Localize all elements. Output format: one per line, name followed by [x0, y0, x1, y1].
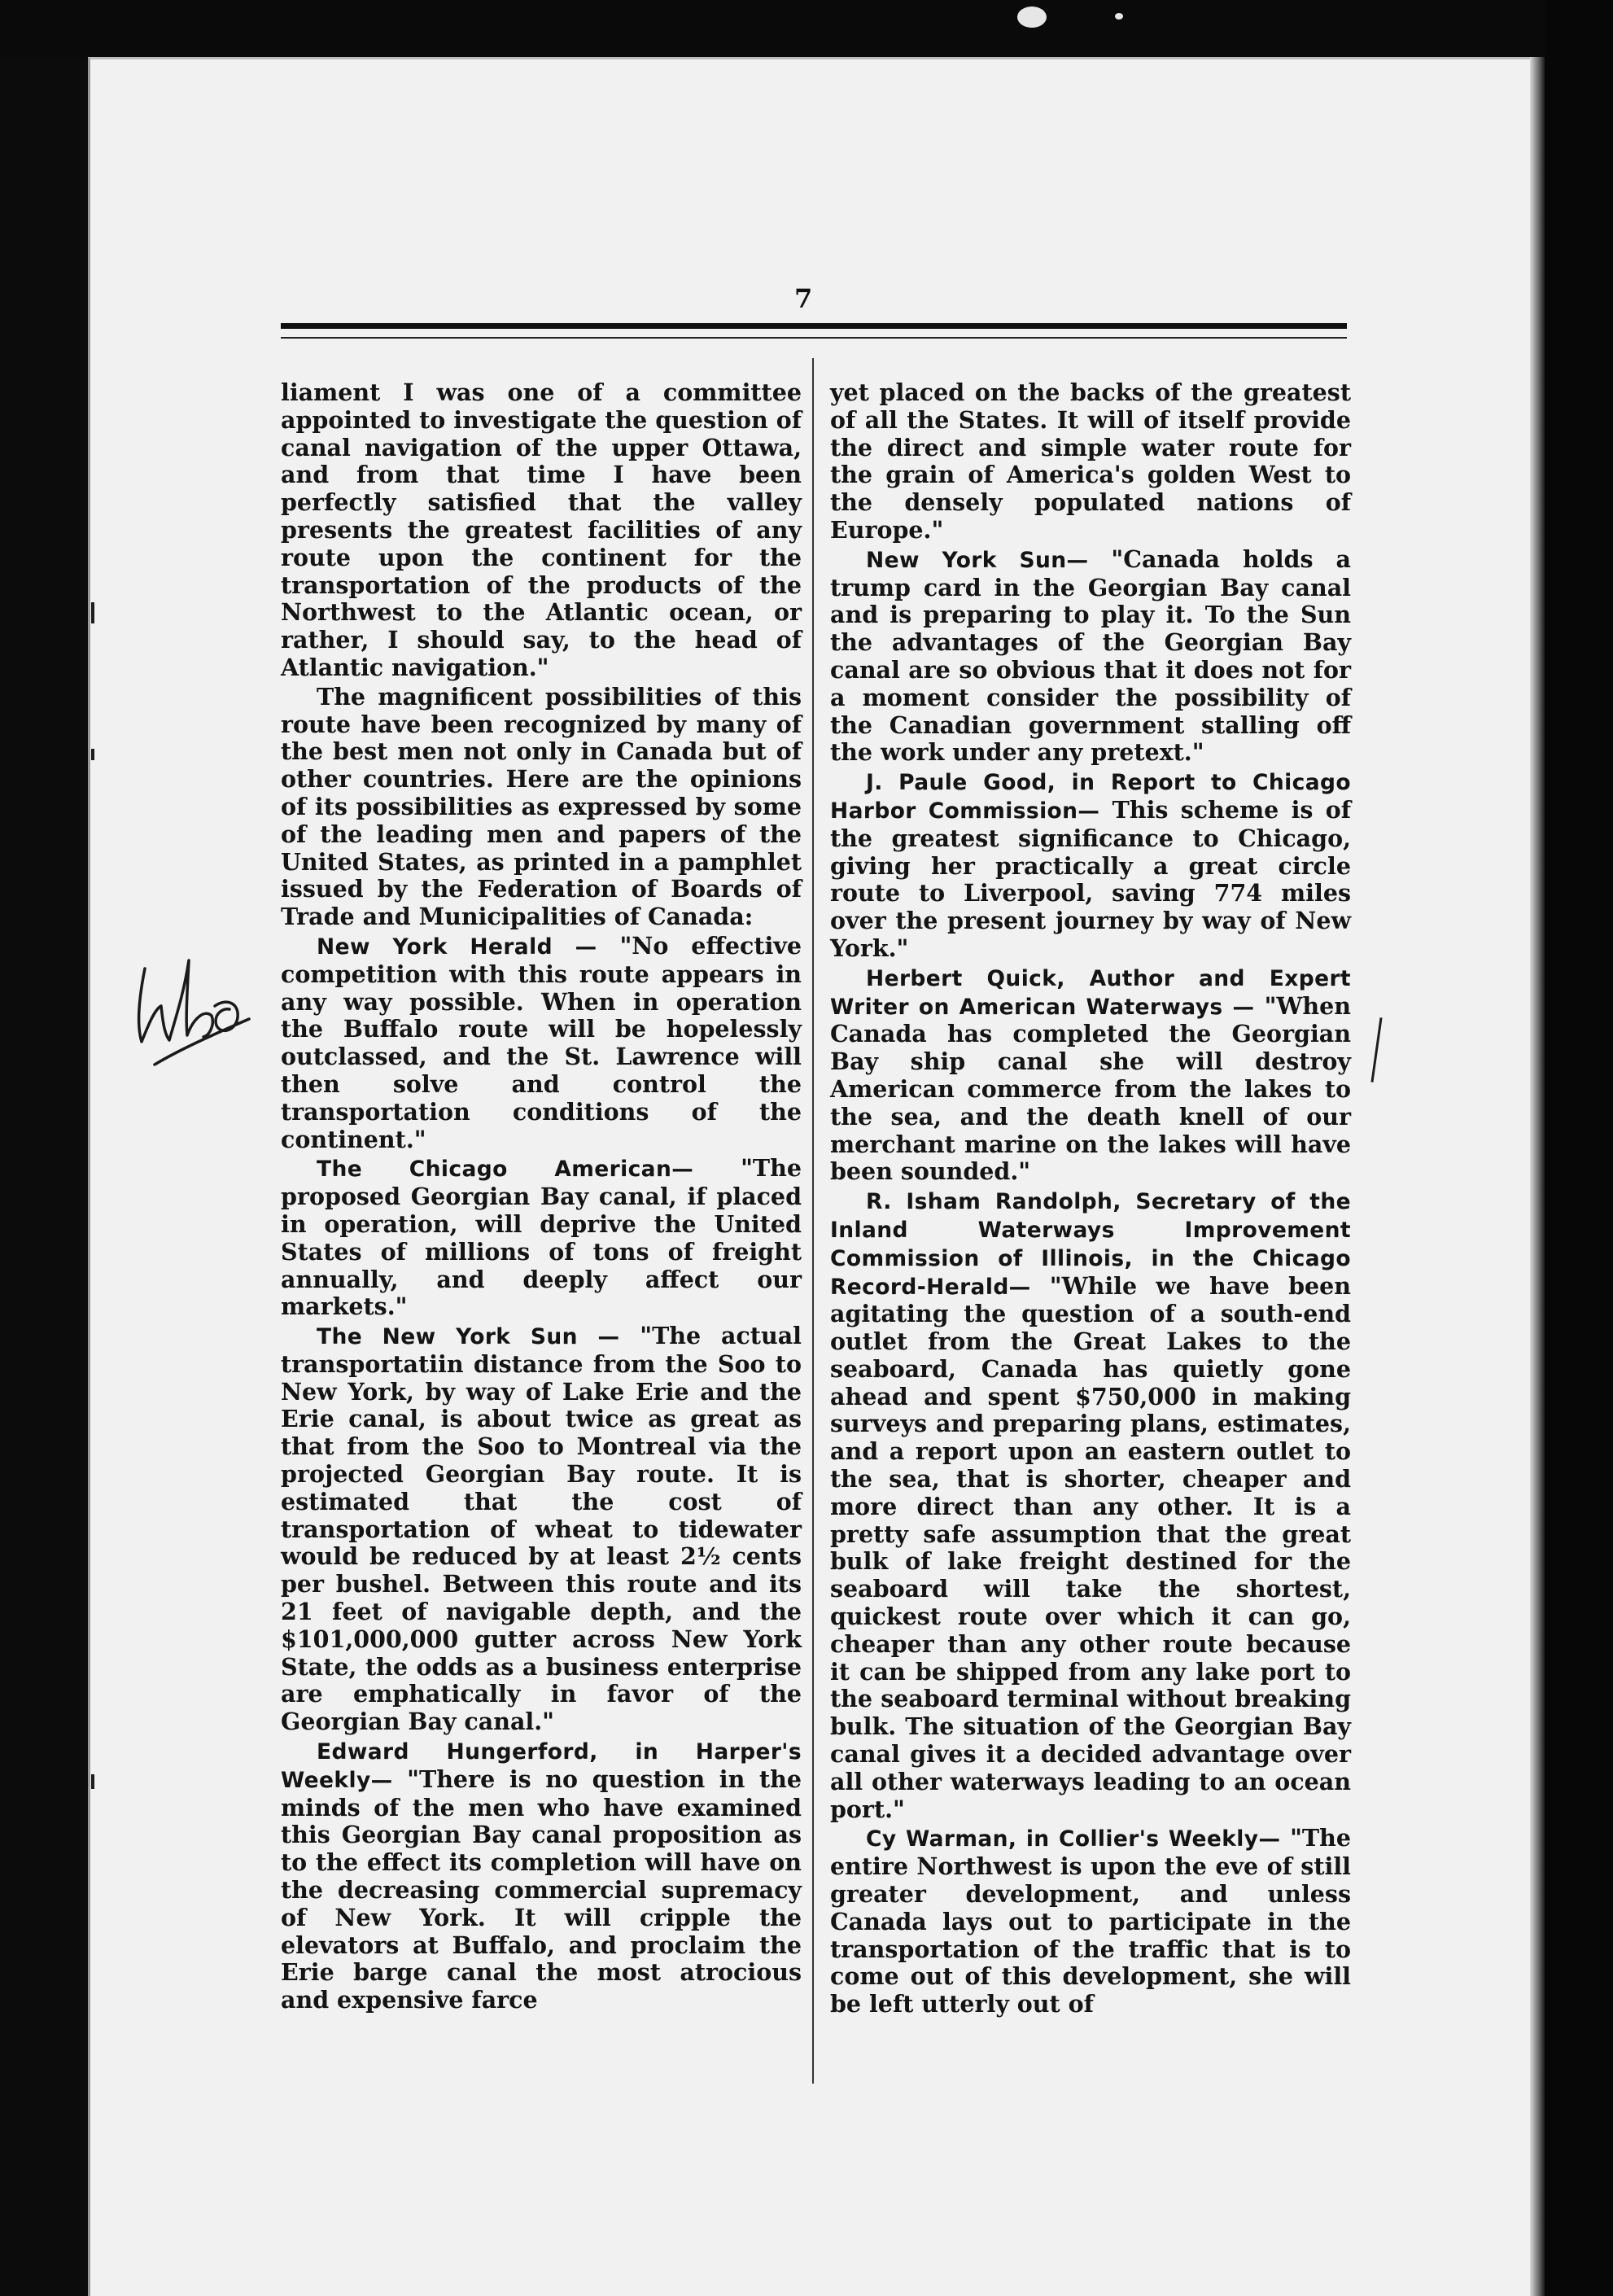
left-text-column: [281, 379, 802, 2016]
paragraph-intro: [281, 684, 802, 931]
quote-text: "When Canada has completed the Georgian Bay ship canal she will destroy American commerce from the lakes to the sea, and the death knell of our merchant marine on the lakes will have been sounded.": [830, 991, 1351, 1186]
paragraph-text: The magnificent possibilities of this route have been recognized by many of the best men not only in Canada but of other countries. Here are the opinions of its possibilities as expressed by some of the leading men and papers of the United States, as printed in a pamphlet issued by the Federation of Boards of Trade and Municipalities of Canada:: [281, 682, 802, 931]
quote-paragraph: [830, 546, 1351, 767]
binding-mark: [91, 602, 94, 623]
page-edge-shadow: [1530, 57, 1545, 2296]
quote-text: "The actual transportatiin distance from the Soo to New York, by way of Lake Erie and the Erie canal, is about twice as great as that from the Soo to Montreal via the projected Georgian Bay route. It is estimated that the cost of transportation of wheat to tidewater would be reduced by at least 2½ cents per bushel. Between this route and its 21 feet of navigable depth, and the $101,000,000 gutter across New York State, the odds as a business enterprise are emphatically in favor of the Georgian Bay canal.": [281, 1322, 802, 1736]
quote-text: "Canada holds a trump card in the Georgian Bay canal and is preparing to play it. To the Sun the advantages of the Georgian Bay canal are so obvious that it does not for a moment consider the possibility of the Canadian government stalling off the work under any pretext.": [830, 544, 1351, 767]
quote-text: "No effective competition with this route appears in any way possible. When in operation the Buffalo route will be hopelessly outclassed, and the St. Lawrence will then solve and control the transportation conditions of the continent.": [281, 931, 802, 1153]
quote-source: R. Isham Randolph, Secretary of the Inland Waterways Improvement Commission of Illinois, in the Chicago Record-Herald—: [830, 1189, 1351, 1300]
scan-border-right: [1545, 0, 1613, 2296]
binding-mark: [91, 749, 94, 760]
quote-source: Herbert Quick, Author and Expert Writer on American Waterways —: [830, 965, 1351, 1020]
quote-text: This scheme is of the greatest significance to Chicago, giving her practically a great circle route to Liverpool, saving 774 miles over the present journey by way of New York.": [830, 795, 1351, 962]
right-text-column: [830, 379, 1351, 2020]
scan-border-top: [0, 0, 1613, 57]
quote-text: "There is no question in the minds of the men who have examined this Georgian Bay canal proposition as to the effect its completion will have on the decreasing commercial supremacy of New York. It will cripple the elevators at Buffalo, and proclaim the Erie barge canal the most atrocious and expensive farce: [281, 1765, 802, 2014]
binding-mark: [91, 1774, 94, 1789]
quote-paragraph: [830, 1825, 1351, 2018]
quote-source: Cy Warman, in Collier's Weekly—: [866, 1826, 1281, 1852]
quote-text: "The proposed Georgian Bay canal, if placed in operation, will deprive the United States of millions of tons of freight annually, and deeply affect our markets.": [281, 1154, 802, 1321]
page-number: 7: [794, 283, 813, 314]
column-divider: [812, 358, 814, 2084]
quote-paragraph: [830, 768, 1351, 963]
quote-source: The New York Sun —: [317, 1324, 620, 1350]
quote-paragraph: [281, 1155, 802, 1321]
quote-source: The Chicago American—: [317, 1157, 694, 1183]
quote-paragraph: [281, 1738, 802, 2014]
quote-paragraph: [830, 964, 1351, 1186]
quote-text: "While we have been agitating the question of a south-end outlet from the Great Lakes to the seaboard, Canada has quietly gone ahead and spent $750,000 in making surveys and preparing plans, estimates, and a report upon an eastern outlet to the sea, that is shorter, cheaper and more direct than any other. It is a pretty safe assumption that the great bulk of lake freight destined for the seaboard will take the shortest, quickest route over which it can go, cheaper than any other route because it can be shipped from any lake port to the seaboard terminal without breaking bulk. The situation of the Georgian Bay canal gives it a decided advantage over all other waterways leading to an ocean port.": [830, 1271, 1351, 1823]
quote-source: J. Paule Good, in Report to Chicago Harbor Commission—: [830, 770, 1351, 824]
quote-source: New York Herald —: [317, 934, 597, 960]
paragraph-text: yet placed on the backs of the greatest of all the States. It will of itself provide the direct and simple water route for the grain of America's golden West to the densely populated nations of Europe.": [830, 378, 1351, 544]
quote-paragraph: [281, 933, 802, 1153]
quote-source: Edward Hungerford, in Harper's Weekly—: [281, 1739, 802, 1793]
quote-paragraph: [830, 1187, 1351, 1823]
paragraph-continued: [281, 379, 802, 682]
quote-source: New York Sun—: [866, 547, 1089, 573]
header-rule-thick: [281, 323, 1347, 329]
scan-speck: [1017, 7, 1047, 28]
paragraph-text: liament I was one of a committee appointed to investigate the question of canal navigation of the upper Ottawa, and from that time I have been perfectly satisfied that the valley presents the greatest facilities of any route upon the continent for the transportation of the products of the Northwest to the Atlantic ocean, or rather, I should say, to the head of Atlantic navigation.": [281, 378, 802, 681]
paragraph-continued: [830, 379, 1351, 544]
handwritten-margin-note: [130, 928, 252, 1066]
scan-speck: [1115, 13, 1123, 20]
header-rule-thin: [281, 337, 1347, 339]
quote-paragraph: [281, 1323, 802, 1736]
quote-text: "The entire Northwest is upon the eve of still greater development, and unless Canada lays out to participate in the transportation of the traffic that is to come out of this development, she will be left utterly out of: [830, 1824, 1351, 2018]
